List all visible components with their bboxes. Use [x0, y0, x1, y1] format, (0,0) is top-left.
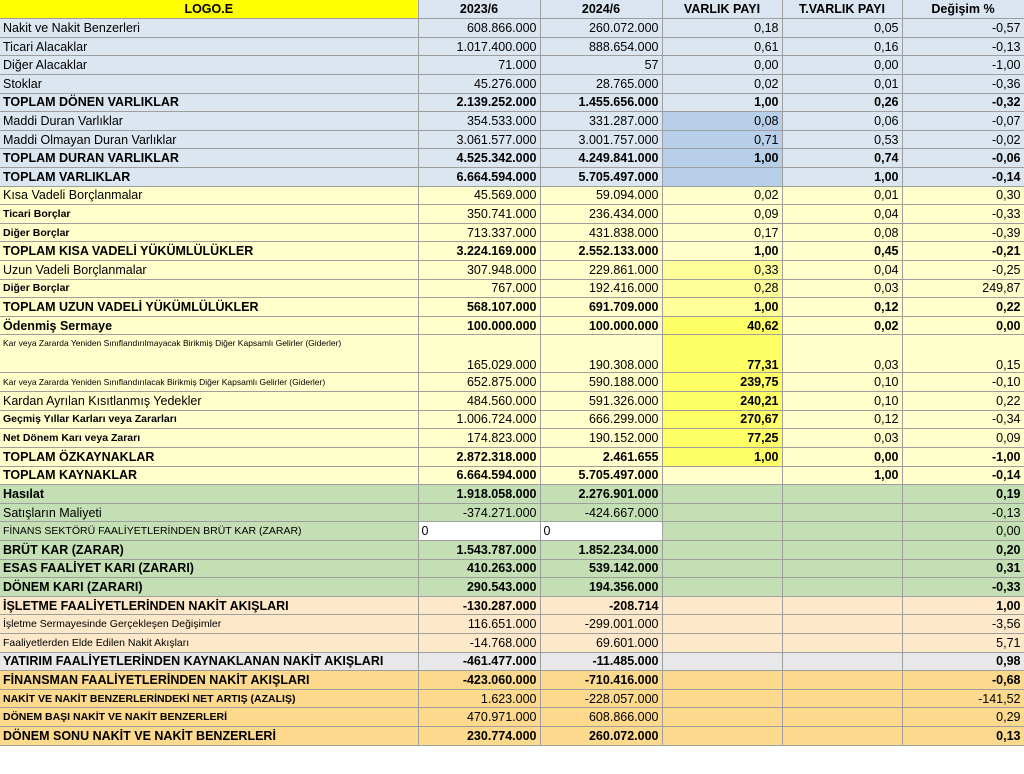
table-row	[0, 485, 1024, 504]
value-2024: -11.485.000	[540, 652, 662, 671]
value-2023: 1.918.058.000	[418, 485, 540, 504]
table-row	[0, 242, 1024, 261]
t-varlik-payi-value: 0,03	[782, 335, 902, 373]
value-2024: 591.326.000	[540, 392, 662, 411]
column-header-varlik-payi: VARLIK PAYI	[662, 0, 782, 19]
table-row	[0, 578, 1024, 597]
row-label: DÖNEM BAŞI NAKİT VE NAKİT BENZERLERİ	[0, 708, 418, 727]
degisim-value: -3,56	[902, 615, 1024, 634]
row-label: Faaliyetlerden Elde Edilen Nakit Akışları	[0, 634, 418, 653]
row-label: Ödenmiş Sermaye	[0, 316, 418, 335]
t-varlik-payi-value: 0,01	[782, 186, 902, 205]
t-varlik-payi-value	[782, 596, 902, 615]
degisim-value: 0,29	[902, 708, 1024, 727]
t-varlik-payi-value	[782, 671, 902, 690]
table-row	[0, 410, 1024, 429]
varlik-payi-value: 1,00	[662, 242, 782, 261]
value-2024: 260.072.000	[540, 19, 662, 38]
varlik-payi-value	[662, 540, 782, 559]
t-varlik-payi-value	[782, 559, 902, 578]
row-label: ESAS FAALİYET KARI (ZARARI)	[0, 559, 418, 578]
varlik-payi-value: 0,17	[662, 223, 782, 242]
degisim-value: 0,22	[902, 392, 1024, 411]
table-row	[0, 727, 1024, 746]
t-varlik-payi-value: 0,12	[782, 410, 902, 429]
row-label: TOPLAM DURAN VARLIKLAR	[0, 149, 418, 168]
value-2024: 3.001.757.000	[540, 130, 662, 149]
degisim-value: -0,32	[902, 93, 1024, 112]
value-2024: 100.000.000	[540, 316, 662, 335]
table-row	[0, 503, 1024, 522]
value-2024: 2.552.133.000	[540, 242, 662, 261]
degisim-value: -0,34	[902, 410, 1024, 429]
row-label: Kar veya Zararda Yeniden Sınıflandırılacak Birikmiş Diğer Kapsamlı Gelirler (Giderler)	[0, 373, 418, 392]
degisim-value: -0,06	[902, 149, 1024, 168]
degisim-value: 1,00	[902, 596, 1024, 615]
row-label: Uzun Vadeli Borçlanmalar	[0, 261, 418, 280]
degisim-value: 0,19	[902, 485, 1024, 504]
varlik-payi-value	[662, 708, 782, 727]
t-varlik-payi-value: 0,03	[782, 429, 902, 448]
value-2023: 165.029.000	[418, 335, 540, 373]
degisim-value: -0,25	[902, 261, 1024, 280]
varlik-payi-value	[662, 466, 782, 485]
varlik-payi-value: 0,02	[662, 74, 782, 93]
value-2024: 59.094.000	[540, 186, 662, 205]
varlik-payi-value	[662, 503, 782, 522]
table-row	[0, 298, 1024, 317]
varlik-payi-value	[662, 689, 782, 708]
degisim-value: -0,02	[902, 130, 1024, 149]
t-varlik-payi-value: 0,00	[782, 56, 902, 75]
value-2024: 691.709.000	[540, 298, 662, 317]
value-2023: 290.543.000	[418, 578, 540, 597]
t-varlik-payi-value: 0,10	[782, 392, 902, 411]
row-label: Kısa Vadeli Borçlanmalar	[0, 186, 418, 205]
degisim-value: -1,00	[902, 56, 1024, 75]
value-2024: 1.852.234.000	[540, 540, 662, 559]
table-row	[0, 652, 1024, 671]
varlik-payi-value	[662, 578, 782, 597]
table-row	[0, 167, 1024, 186]
value-2024: 190.308.000	[540, 335, 662, 373]
t-varlik-payi-value: 0,04	[782, 205, 902, 224]
ticker-label: LOGO.E	[0, 0, 418, 19]
row-label: Diğer Alacaklar	[0, 56, 418, 75]
row-label: Stoklar	[0, 74, 418, 93]
value-2023: 350.741.000	[418, 205, 540, 224]
table-row	[0, 615, 1024, 634]
value-2023: 1.017.400.000	[418, 37, 540, 56]
header-row	[0, 0, 1024, 19]
degisim-value: -0,07	[902, 112, 1024, 131]
value-2024: 539.142.000	[540, 559, 662, 578]
value-2023: 2.872.318.000	[418, 447, 540, 466]
degisim-value: -141,52	[902, 689, 1024, 708]
table-row	[0, 149, 1024, 168]
varlik-payi-value	[662, 634, 782, 653]
t-varlik-payi-value: 0,53	[782, 130, 902, 149]
value-2024: 0	[540, 522, 662, 541]
value-2024: 431.838.000	[540, 223, 662, 242]
degisim-value: 0,09	[902, 429, 1024, 448]
table-row	[0, 316, 1024, 335]
value-2024: 5.705.497.000	[540, 466, 662, 485]
value-2023: 1.006.724.000	[418, 410, 540, 429]
degisim-value: -0,21	[902, 242, 1024, 261]
row-label: İŞLETME FAALİYETLERİNDEN NAKİT AKIŞLARI	[0, 596, 418, 615]
table-row	[0, 223, 1024, 242]
degisim-value: -0,33	[902, 578, 1024, 597]
t-varlik-payi-value: 0,01	[782, 74, 902, 93]
value-2023: 100.000.000	[418, 316, 540, 335]
row-label: NAKİT VE NAKİT BENZERLERİNDEKİ NET ARTIŞ (AZALIŞ)	[0, 689, 418, 708]
t-varlik-payi-value: 0,45	[782, 242, 902, 261]
degisim-value: 0,13	[902, 727, 1024, 746]
table-row	[0, 559, 1024, 578]
value-2024: 4.249.841.000	[540, 149, 662, 168]
varlik-payi-value	[662, 522, 782, 541]
degisim-value: -0,57	[902, 19, 1024, 38]
value-2023: 1.543.787.000	[418, 540, 540, 559]
t-varlik-payi-value: 0,04	[782, 261, 902, 280]
table-row	[0, 130, 1024, 149]
column-header-2024: 2024/6	[540, 0, 662, 19]
value-2024: 2.461.655	[540, 447, 662, 466]
table-row	[0, 93, 1024, 112]
value-2023: 484.560.000	[418, 392, 540, 411]
degisim-value: 5,71	[902, 634, 1024, 653]
value-2024: 69.601.000	[540, 634, 662, 653]
t-varlik-payi-value	[782, 634, 902, 653]
value-2024: 194.356.000	[540, 578, 662, 597]
degisim-value: -1,00	[902, 447, 1024, 466]
t-varlik-payi-value: 0,03	[782, 279, 902, 298]
row-label: Diğer Borçlar	[0, 223, 418, 242]
varlik-payi-value: 77,25	[662, 429, 782, 448]
table-row	[0, 466, 1024, 485]
table-row	[0, 261, 1024, 280]
value-2024: 666.299.000	[540, 410, 662, 429]
degisim-value: -0,39	[902, 223, 1024, 242]
table-row	[0, 540, 1024, 559]
value-2024: 1.455.656.000	[540, 93, 662, 112]
varlik-payi-value: 0,02	[662, 186, 782, 205]
value-2023: 410.263.000	[418, 559, 540, 578]
degisim-value: 0,20	[902, 540, 1024, 559]
value-2023: 713.337.000	[418, 223, 540, 242]
t-varlik-payi-value: 0,08	[782, 223, 902, 242]
table-row	[0, 335, 1024, 373]
table-row	[0, 205, 1024, 224]
t-varlik-payi-value	[782, 578, 902, 597]
table-row	[0, 186, 1024, 205]
value-2023: -130.287.000	[418, 596, 540, 615]
row-label: TOPLAM VARLIKLAR	[0, 167, 418, 186]
row-label: Ticari Alacaklar	[0, 37, 418, 56]
varlik-payi-value	[662, 727, 782, 746]
value-2024: 5.705.497.000	[540, 167, 662, 186]
value-2023: 608.866.000	[418, 19, 540, 38]
value-2023: 307.948.000	[418, 261, 540, 280]
value-2023: -461.477.000	[418, 652, 540, 671]
value-2024: -208.714	[540, 596, 662, 615]
t-varlik-payi-value: 0,00	[782, 447, 902, 466]
value-2023: 1.623.000	[418, 689, 540, 708]
varlik-payi-value: 77,31	[662, 335, 782, 373]
value-2024: 236.434.000	[540, 205, 662, 224]
varlik-payi-value	[662, 167, 782, 186]
value-2024: -228.057.000	[540, 689, 662, 708]
varlik-payi-value: 0,09	[662, 205, 782, 224]
value-2023: 354.533.000	[418, 112, 540, 131]
t-varlik-payi-value: 0,74	[782, 149, 902, 168]
degisim-value: 0,30	[902, 186, 1024, 205]
table-row	[0, 112, 1024, 131]
value-2023: 71.000	[418, 56, 540, 75]
t-varlik-payi-value	[782, 689, 902, 708]
varlik-payi-value: 270,67	[662, 410, 782, 429]
table-row	[0, 74, 1024, 93]
value-2024: 190.152.000	[540, 429, 662, 448]
table-row	[0, 429, 1024, 448]
value-2024: -299.001.000	[540, 615, 662, 634]
varlik-payi-value: 0,08	[662, 112, 782, 131]
t-varlik-payi-value	[782, 503, 902, 522]
row-label: TOPLAM KISA VADELİ YÜKÜMLÜLÜKLER	[0, 242, 418, 261]
t-varlik-payi-value: 0,02	[782, 316, 902, 335]
value-2023: 174.823.000	[418, 429, 540, 448]
value-2023: 6.664.594.000	[418, 167, 540, 186]
degisim-value: -0,14	[902, 167, 1024, 186]
value-2024: 608.866.000	[540, 708, 662, 727]
table-row	[0, 392, 1024, 411]
table-row	[0, 671, 1024, 690]
value-2023: 6.664.594.000	[418, 466, 540, 485]
row-label: Geçmiş Yıllar Karları veya Zararları	[0, 410, 418, 429]
t-varlik-payi-value: 0,26	[782, 93, 902, 112]
table-row	[0, 279, 1024, 298]
varlik-payi-value: 0,33	[662, 261, 782, 280]
t-varlik-payi-value: 0,12	[782, 298, 902, 317]
varlik-payi-value	[662, 671, 782, 690]
varlik-payi-value: 1,00	[662, 447, 782, 466]
value-2023: 0	[418, 522, 540, 541]
t-varlik-payi-value: 0,05	[782, 19, 902, 38]
row-label: DÖNEM SONU NAKİT VE NAKİT BENZERLERİ	[0, 727, 418, 746]
varlik-payi-value	[662, 559, 782, 578]
table-row	[0, 373, 1024, 392]
table-row	[0, 19, 1024, 38]
row-label: TOPLAM DÖNEN VARLIKLAR	[0, 93, 418, 112]
table-row	[0, 634, 1024, 653]
table-row	[0, 37, 1024, 56]
varlik-payi-value	[662, 652, 782, 671]
column-header-2023: 2023/6	[418, 0, 540, 19]
varlik-payi-value: 1,00	[662, 93, 782, 112]
degisim-value: 0,31	[902, 559, 1024, 578]
varlik-payi-value: 0,18	[662, 19, 782, 38]
value-2024: 192.416.000	[540, 279, 662, 298]
value-2024: -424.667.000	[540, 503, 662, 522]
varlik-payi-value: 0,00	[662, 56, 782, 75]
degisim-value: 0,22	[902, 298, 1024, 317]
varlik-payi-value	[662, 596, 782, 615]
varlik-payi-value	[662, 615, 782, 634]
row-label: TOPLAM ÖZKAYNAKLAR	[0, 447, 418, 466]
degisim-value: 0,15	[902, 335, 1024, 373]
table-row	[0, 596, 1024, 615]
value-2023: 230.774.000	[418, 727, 540, 746]
row-label: Maddi Duran Varlıklar	[0, 112, 418, 131]
column-header-t-varlik-payi: T.VARLIK PAYI	[782, 0, 902, 19]
degisim-value: 0,00	[902, 316, 1024, 335]
value-2024: 57	[540, 56, 662, 75]
table-row	[0, 447, 1024, 466]
varlik-payi-value: 0,28	[662, 279, 782, 298]
value-2023: -423.060.000	[418, 671, 540, 690]
row-label: TOPLAM UZUN VADELİ YÜKÜMLÜLÜKLER	[0, 298, 418, 317]
row-label: Diğer Borçlar	[0, 279, 418, 298]
row-label: DÖNEM KARI (ZARARI)	[0, 578, 418, 597]
degisim-value: -0,36	[902, 74, 1024, 93]
value-2024: -710.416.000	[540, 671, 662, 690]
value-2023: 652.875.000	[418, 373, 540, 392]
table-row	[0, 522, 1024, 541]
degisim-value: -0,13	[902, 503, 1024, 522]
t-varlik-payi-value: 0,10	[782, 373, 902, 392]
varlik-payi-value: 239,75	[662, 373, 782, 392]
row-label: Hasılat	[0, 485, 418, 504]
degisim-value: -0,68	[902, 671, 1024, 690]
t-varlik-payi-value	[782, 615, 902, 634]
value-2023: 568.107.000	[418, 298, 540, 317]
t-varlik-payi-value	[782, 652, 902, 671]
value-2023: 3.224.169.000	[418, 242, 540, 261]
value-2024: 331.287.000	[540, 112, 662, 131]
value-2024: 260.072.000	[540, 727, 662, 746]
value-2024: 229.861.000	[540, 261, 662, 280]
row-label: Maddi Olmayan Duran Varlıklar	[0, 130, 418, 149]
degisim-value: -0,13	[902, 37, 1024, 56]
row-label: Ticari Borçlar	[0, 205, 418, 224]
varlik-payi-value: 0,61	[662, 37, 782, 56]
row-label: FİNANS SEKTÖRÜ FAALİYETLERİNDEN BRÜT KAR (ZARAR)	[0, 522, 418, 541]
degisim-value: 249,87	[902, 279, 1024, 298]
degisim-value: -0,33	[902, 205, 1024, 224]
row-label: Satışların Maliyeti	[0, 503, 418, 522]
t-varlik-payi-value	[782, 540, 902, 559]
t-varlik-payi-value	[782, 522, 902, 541]
t-varlik-payi-value: 1,00	[782, 167, 902, 186]
row-label: FİNANSMAN FAALİYETLERİNDEN NAKİT AKIŞLARI	[0, 671, 418, 690]
value-2023: 470.971.000	[418, 708, 540, 727]
value-2023: 4.525.342.000	[418, 149, 540, 168]
degisim-value: -0,14	[902, 466, 1024, 485]
value-2023: 45.276.000	[418, 74, 540, 93]
row-label: BRÜT KAR (ZARAR)	[0, 540, 418, 559]
t-varlik-payi-value	[782, 727, 902, 746]
column-header-degisim: Değişim %	[902, 0, 1024, 19]
value-2023: 116.651.000	[418, 615, 540, 634]
degisim-value: 0,00	[902, 522, 1024, 541]
varlik-payi-value: 1,00	[662, 298, 782, 317]
degisim-value: 0,98	[902, 652, 1024, 671]
degisim-value: -0,10	[902, 373, 1024, 392]
value-2023: 3.061.577.000	[418, 130, 540, 149]
t-varlik-payi-value: 0,16	[782, 37, 902, 56]
t-varlik-payi-value	[782, 485, 902, 504]
row-label: İşletme Sermayesinde Gerçekleşen Değişimler	[0, 615, 418, 634]
varlik-payi-value: 40,62	[662, 316, 782, 335]
table-row	[0, 708, 1024, 727]
varlik-payi-value: 1,00	[662, 149, 782, 168]
table-row	[0, 56, 1024, 75]
value-2024: 2.276.901.000	[540, 485, 662, 504]
varlik-payi-value: 240,21	[662, 392, 782, 411]
value-2023: 767.000	[418, 279, 540, 298]
t-varlik-payi-value: 0,06	[782, 112, 902, 131]
value-2023: 45.569.000	[418, 186, 540, 205]
row-label: Net Dönem Karı veya Zararı	[0, 429, 418, 448]
row-label: YATIRIM FAALİYETLERİNDEN KAYNAKLANAN NAKİT AKIŞLARI	[0, 652, 418, 671]
value-2023: -14.768.000	[418, 634, 540, 653]
row-label: Nakit ve Nakit Benzerleri	[0, 19, 418, 38]
t-varlik-payi-value	[782, 708, 902, 727]
row-label: Kar veya Zararda Yeniden Sınıflandırılmayacak Birikmiş Diğer Kapsamlı Gelirler (Giderler)	[0, 335, 418, 373]
row-label: TOPLAM KAYNAKLAR	[0, 466, 418, 485]
value-2023: 2.139.252.000	[418, 93, 540, 112]
varlik-payi-value	[662, 485, 782, 504]
t-varlik-payi-value: 1,00	[782, 466, 902, 485]
table-row	[0, 689, 1024, 708]
value-2024: 28.765.000	[540, 74, 662, 93]
varlik-payi-value: 0,71	[662, 130, 782, 149]
value-2024: 590.188.000	[540, 373, 662, 392]
value-2023: -374.271.000	[418, 503, 540, 522]
value-2024: 888.654.000	[540, 37, 662, 56]
row-label: Kardan Ayrılan Kısıtlanmış Yedekler	[0, 392, 418, 411]
